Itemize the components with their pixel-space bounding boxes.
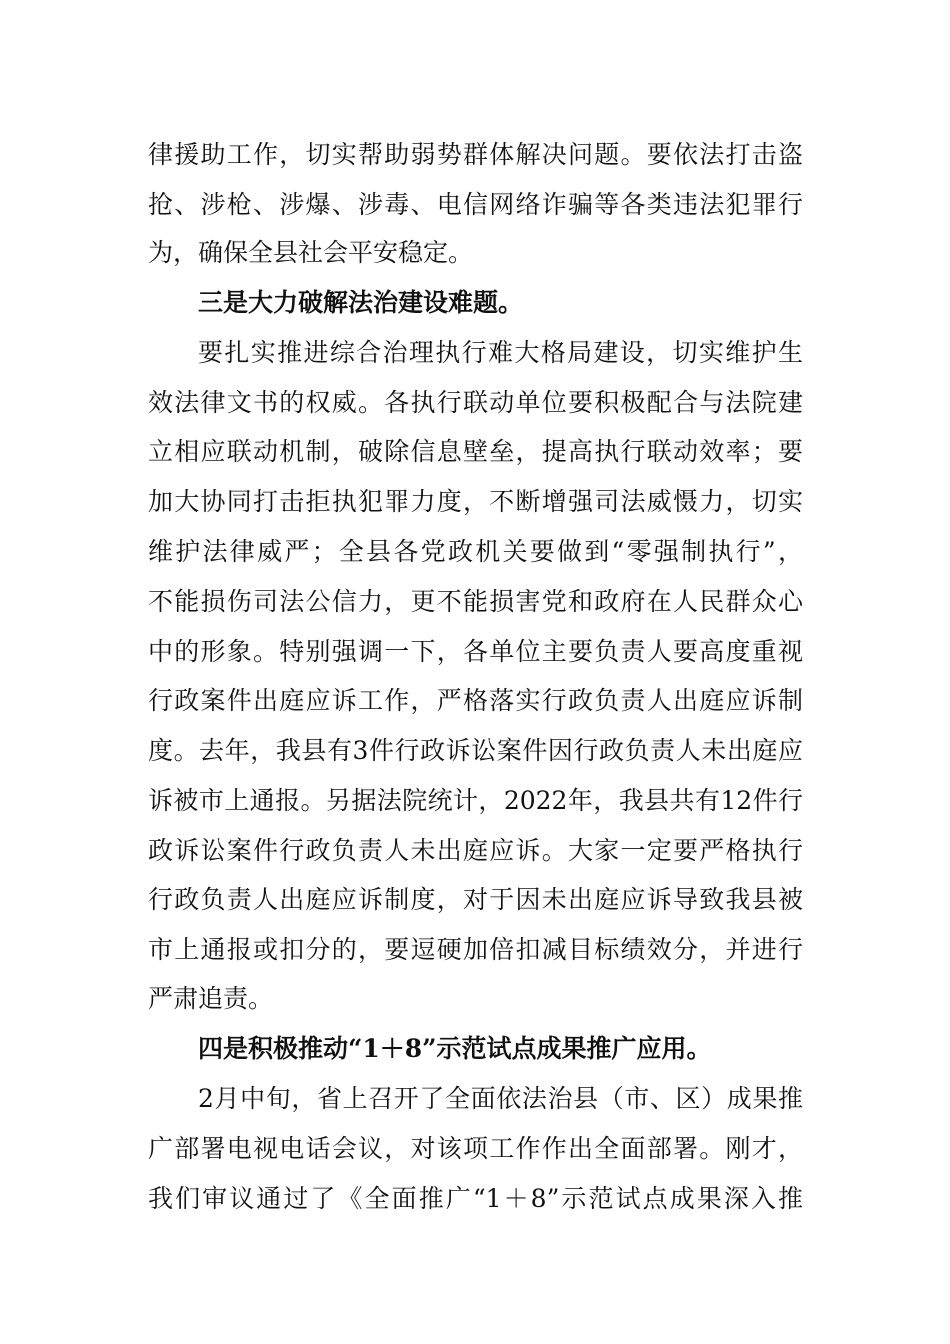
body-text-line: 严肃追责。 (148, 984, 274, 1013)
section-heading-4: 四是积极推动“1＋8”示范试点成果推广应用。 (198, 1034, 712, 1063)
body-text-line: 中的形象。特别强调一下，各单位主要负责人要高度重视 (148, 637, 803, 666)
body-text-line: 政诉讼案件行政负责人未出庭应诉。大家一定要严格执行 (148, 836, 803, 865)
body-text-line: 不能损伤司法公信力，更不能损害党和政府在人民群众心 (148, 587, 803, 616)
body-text-line: 抢、涉枪、涉爆、涉毒、电信网络诈骗等各类违法犯罪行 (148, 190, 803, 219)
body-text-line: 律援助工作，切实帮助弱势群体解决问题。要依法打击盗 (148, 140, 803, 169)
body-text-line: 广部署电视电话会议，对该项工作作出全面部署。刚才， (148, 1134, 803, 1163)
body-text-line: 要扎实推进综合治理执行难大格局建设，切实维护生 (198, 338, 803, 367)
body-text-line: 加大协同打击拒执犯罪力度，不断增强司法威慑力，切实 (148, 487, 803, 516)
body-text-line: 度。去年，我县有3件行政诉讼案件因行政负责人未出庭应 (148, 736, 803, 765)
body-text-line: 立相应联动机制，破除信息壁垒，提高执行联动效率；要 (148, 437, 803, 466)
body-text-line: 行政负责人出庭应诉制度，对于因未出庭应诉导致我县被 (148, 885, 803, 914)
body-text-line: 我们审议通过了《全面推广“1＋8”示范试点成果深入推 (148, 1184, 803, 1213)
body-text-line: 市上通报或扣分的，要逗硬加倍扣减目标绩效分，并进行 (148, 935, 803, 964)
body-text-line: 2月中旬，省上召开了全面依法治县（市、区）成果推 (198, 1084, 803, 1113)
section-heading-3: 三是大力破解法治建设难题。 (198, 288, 524, 317)
body-text-line: 维护法律威严；全县各党政机关要做到“零强制执行”， (148, 537, 803, 566)
body-text-line: 行政案件出庭应诉工作，严格落实行政负责人出庭应诉制 (148, 686, 803, 715)
body-text-line: 诉被市上通报。另据法院统计，2022年，我县共有12件行 (148, 786, 803, 815)
body-text-line: 为，确保全县社会平安稳定。 (148, 238, 474, 267)
body-text-line: 效法律文书的权威。各执行联动单位要积极配合与法院建 (148, 388, 803, 417)
